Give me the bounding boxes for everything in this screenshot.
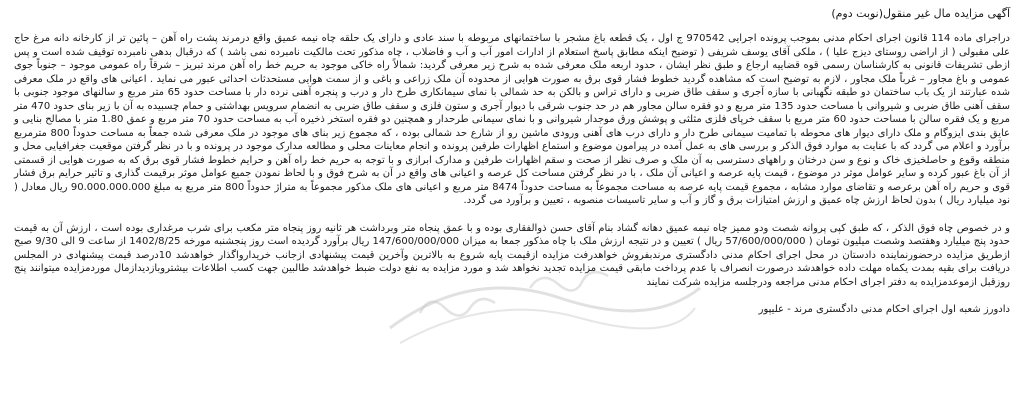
notice-paragraph-1: دراجرای ماده 114 قانون اجرای احکام مدنی بموجب پرونده اجرایی 970542 ج اول ، یک قطعه باغ مشجر با ساختمانهای مربوطه با سند عادی و دارای یک حلقه چاه نیمه عمیق واقع درمرند پشت راه آهن – پائین تر از کارخانه دانه مرغ حاج علی مقبولی ( از اراضی روستای دیزج علیا ) ، ملکی آقای یوسف شریفی ( توضیح اینکه مطابق پاسخ استعلام از ادارات امور آب و آب و فاضلاب ، چاه مذکور تحت مالکیت نامبرده نمی باشد ) که درقبال بدهی نامبرده توقیف شده است و پس ازطی تشریفات قانونی به کارشناسان رسمی قوه قضاییه ارجاع و طبق نظر ایشان ، حدود اربعه ملک معرفی شده به شرح زیر معرفی گردید: شمالاً راه خاکی موجود به حریم خط راه آهن مرند تبریز – شرقاً راه عمومی موجود – جنوباً جوی عمومی و باغ مجاور – غرباً ملک مجاور ، لازم به توضیح است که مشاهده گردید خطوط فشار قوی برق به صورت هوایی از محدوده آن ملک زراعی و باغی و از سمت هوایی مستحدثات احداثی عبور می نماید . اعیانی های واقع در ملک معرفی شده عبارتند از یک باب ساختمان دو طبقه نگهبانی با سازه آجری و سقف طاق ضربی و دارای تراس و بالکن به حد شمالی با نمای سیمانکاری طرح دار و درب و پنجره آهنی نرده دار با مساحت حدود 65 متر مربع و سالنهای موجود جنوبی با سقف آهنی طاق ضربی و شیروانی با مساحت حدود 135 متر مربع و دو فقره سالن مجاور هم در حد جنوب شرقی با دیوار آجری و ستون فلزی و سقف طاق ضربی به انضمام سرویس بهداشتی و حمام چسبیده به آن با زیر بنای حدود 470 متر مربع و یک فقره سالن با مساحت حدود 60 متر مربع با سقف خرپای فلزی مثلثی و پوشش ورق موجدار شیروانی و با نمای سیمانی طرحدار و همچنین دو فقره استخر ذخیره آب به مساحت حدود 70 متر مربع و عمق 1.80 متر با مصالح بنایی و عایق بندی ایزوگام و ملک دارای دیوار های محوطه با تمامیت سیمانی طرح دار و دارای درب های آهنی ورودی ماشین رو از شارع حد شمالی بوده ، که مجموع زیر بنای های موجود در ملک معرفی شده جمعاً به مساحت حدوداً 800 مترمربع برآورد و اعلام می گردد که با عنایت به موارد فوق الذکر و بررسی های به عمل آمده در پیرامون موضوع و استماع اظهارات طرفین پرونده و انجام معاینات محلی و مطالعه مدارک موجود در پرونده و با در نظر گرفتن موقعیت جغرافیایی محل و منطقه وقوع و حاصلخیزی خاک و نوع و سن درختان و راههای دسترسی به آن ملک و صرف نظر از صحت و سقم اظهارات طرفین و مدارک ابرازی و با توجه به حریم خط راه آهن و حرایم خطوط فشار قوی برق که به صورت هوایی از قسمتی از آن باغ عبور کرده و سایر عوامل موثر در موضوع ، قیمت پایه عرصه و اعیانی آن ملک ، با در نظر گرفتن مساحت کل عرصه و اعیانی های واقع در آن به شرح فوق و با لحاظ نمودن جمیع عوامل موثر برقیمت گذاری و تاثیر حرایم برق فشار قوی و حریم راه آهن برعرصه و تقاضای موارد مشابه ، مجموع قیمت پایه عرصه به مساحت مجموعاً به مساحت حدوداً 8474 متر مربع و اعیانی های ملک مذکور مجموعاً به متراژ حدوداً 800 متر مربع به مبلغ 90.000.000.000 ریال معادل ( نود میلیارد ریال ) بدون لحاظ ارزش چاه عمیق و ارزش امتیازات برق و گاز و آب و سایر تاسیسات منصوبه ، تعیین و برآورد می گردد.	[14, 33, 1011, 206]
notice-signature: دادورز شعبه اول اجرای احکام مدنی دادگستری مرند - علیپور	[758, 304, 1010, 315]
notice-title: آگهی مزایده مال غیر منقول(نوبت دوم)	[831, 7, 1010, 20]
auction-notice	[14, 0, 1010, 408]
notice-paragraph-2: و در خصوص چاه فوق الذکر ، که طبق کپی پروانه شصت ودو ممیز چاه نیمه عمیق دهانه گشاد بنام آقای حسن ذوالفقاری بوده و با عمق پنجاه متر وبرداشت هر ثانیه روز پنجاه متر مکعب برای شرب مرغداری بوده است ، ارزش آن به قیمت حدود پنج میلیارد وهفتصد وشصت میلیون تومان ( 57/600/000/000 ریال ) تعیین و در نتیجه ارزش ملک با چاه مذکور جمعا به میزان 147/600/000/000 ریال برآورد گردیده است روز پنجشنبه مورخه 1402/8/25 از ساعت 9 الی 9/30 صبح ازطریق مزایده درحضورنماینده دادستان در محل اجرای احکام مدنی دادگستری مرندبفروش خواهدرفت مزایده ازقیمت پایه شروع به بالاترین وآخرین قیمت پیشنهادی ازجانب خریدارواگذار خواهدشد 10درصد قیمت پیشنهادی در المجلس دریافت برای بقیه بمدت یکماه مهلت داده خواهدشد درصورت انصراف یا عدم پرداخت مابقی قیمت مزایده تجدید نخواهد شد و مورد مزایده به نفع دولت ضبط خواهدشد طالبین جهت کسب اطلاعات بیشتروبازدیدازمال موردمزایده میتوانند پنج روزقبل ازموعدمزایده به دفتر اجرای احکام مدنی مراجعه ودرجلسه مزایده شرکت نمایند	[14, 222, 1011, 288]
